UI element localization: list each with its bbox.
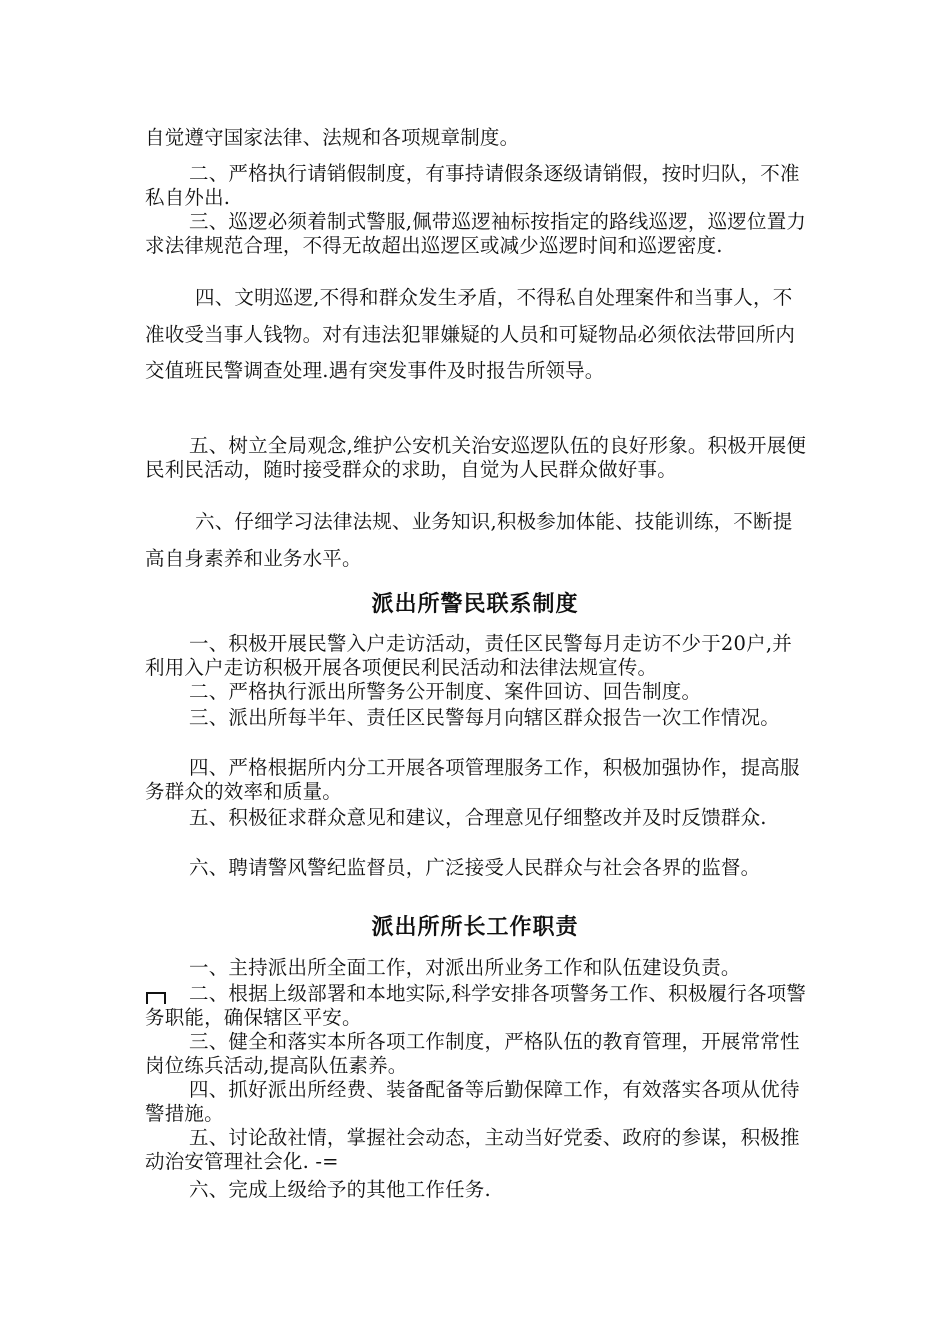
contact-item-2: 二、严格执行派出所警务公开制度、案件回访、回告制度。 xyxy=(189,680,702,703)
duty-item-2: 二、根据上级部署和本地实际,科学安排各项警务工作、积极履行各项警务职能，确保辖区平安。 xyxy=(145,982,807,1029)
duty-item-5: 五、讨论敌社情，掌握社会动态，主动当好党委、政府的参谋，积极推动治安管理社会化. -= xyxy=(145,1126,800,1173)
rules-item-6: 六、仔细学习法律法规、业务知识,积极参加体能、技能训练，不断提高自身素养和业务水平。 xyxy=(145,510,793,570)
contact-item-1: 一、积极开展民警入户走访活动，责任区民警每月走访不少于20户,并利用入户走访积极开展各项便民利民活动和法律法规宣传。 xyxy=(145,632,792,679)
paragraph-intro: 自觉遵守国家法律、法规和各项规章制度。 xyxy=(145,126,520,149)
rules-item-4: 四、文明巡逻,不得和群众发生矛盾，不得私自处理案件和当事人，不准收受当事人钱物。对有违法犯罪嫌疑的人员和可疑物品必须依法带回所内交值班民警调查处理.遇有突发事件及时报告所领导。 xyxy=(145,286,796,382)
duty-item-1: 一、主持派出所全面工作，对派出所业务工作和队伍建设负责。 xyxy=(189,956,741,979)
contact-item-4: 四、严格根据所内分工开展各项管理服务工作，积极加强协作，提高服务群众的效率和质量。 xyxy=(145,756,800,803)
section-title-director-duties: 派出所所长工作职责 xyxy=(371,915,579,940)
rules-item-3: 三、巡逻必须着制式警服,佩带巡逻袖标按指定的路线巡逻，巡逻位置力求法律规范合理，不得无故超出巡逻区或减少巡逻时间和巡逻密度. xyxy=(145,210,807,257)
rules-item-2: 二、严格执行请销假制度，有事持请假条逐级请销假，按时归队，不准私自外出. xyxy=(145,162,800,209)
rules-item-5: 五、树立全局观念,维护公安机关治安巡逻队伍的良好形象。积极开展便民利民活动，随时接受群众的求助，自觉为人民群众做好事。 xyxy=(145,434,807,481)
section-title-police-contact: 派出所警民联系制度 xyxy=(371,592,579,617)
contact-item-5: 五、积极征求群众意见和建议，合理意见仔细整改并及时反馈群众. xyxy=(189,806,767,829)
duty-item-4: 四、抓好派出所经费、装备配备等后勤保障工作，有效落实各项从优待警措施。 xyxy=(145,1078,800,1125)
contact-item-6: 六、聘请警风警纪监督员，广泛接受人民群众与社会各界的监督。 xyxy=(189,856,761,879)
duty-item-6: 六、完成上级给予的其他工作任务. xyxy=(189,1178,491,1201)
duty-item-3: 三、健全和落实本所各项工作制度，严格队伍的教育管理，开展常常性岗位练兵活动,提高队伍素养。 xyxy=(145,1030,800,1077)
contact-item-3: 三、派出所每半年、责任区民警每月向辖区群众报告一次工作情况。 xyxy=(189,706,781,729)
